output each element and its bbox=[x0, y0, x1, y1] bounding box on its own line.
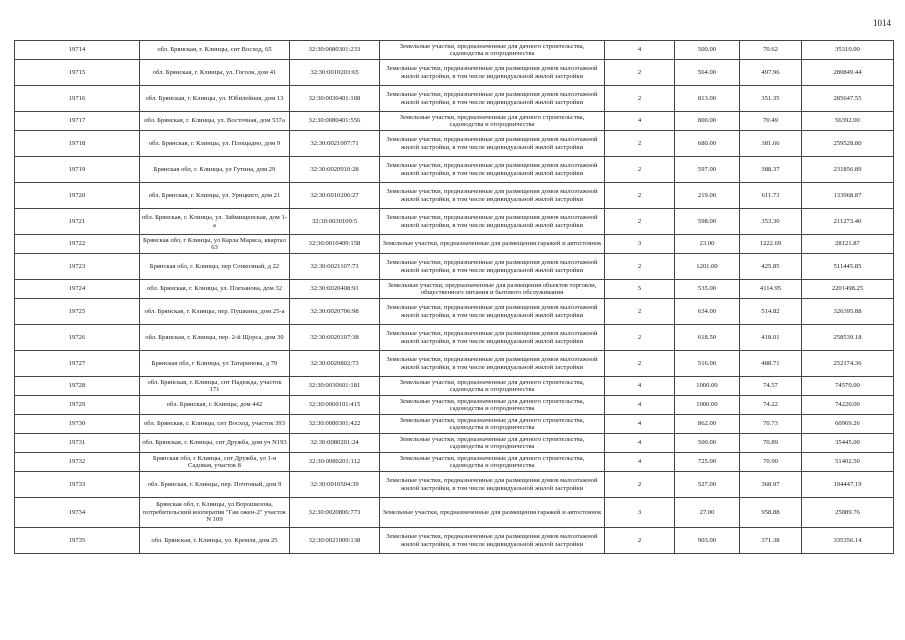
area-cell: 516.00 bbox=[675, 351, 740, 377]
specific-value-cell: 488.71 bbox=[740, 351, 802, 377]
address-cell: обл. Брянская, г. Клинцы, снт Восход, участок 393 bbox=[140, 415, 290, 434]
area-cell: 800.00 bbox=[675, 112, 740, 131]
cadastral-number-cell: 32:30:0080401:556 bbox=[290, 112, 380, 131]
table-row bbox=[15, 280, 894, 299]
cadastral-number-cell: 32:30:0080301:422 bbox=[290, 415, 380, 434]
cadastral-number-cell: 32:30:0010504:39 bbox=[290, 472, 380, 498]
cadastral-number-cell: 32:30:0030109:5 bbox=[290, 209, 380, 235]
address-cell: обл. Брянская, г. Клинцы, ул. Восточная, дом 537а bbox=[140, 112, 290, 131]
specific-value-cell: 353.30 bbox=[740, 209, 802, 235]
area-cell: 527.00 bbox=[675, 472, 740, 498]
cadastral-value-cell: 258539.18 bbox=[802, 325, 894, 351]
land-use-cell: Земельные участки, предназначенные для размещения домов малоэтажной жилой застройки, в том числе индивидуальной жилой застройки bbox=[380, 254, 605, 280]
specific-value-cell: 351.35 bbox=[740, 86, 802, 112]
cadastral-value-cell: 511445.85 bbox=[802, 254, 894, 280]
group-number-cell: 2 bbox=[605, 528, 675, 554]
cadastral-number-cell: 32:30:0021009:138 bbox=[290, 528, 380, 554]
land-use-cell: Земельные участки, предназначенные для размещения гаражей и автостоянок bbox=[380, 235, 605, 254]
specific-value-cell: 368.97 bbox=[740, 472, 802, 498]
cadastral-number-cell: 32:30:0020107:38 bbox=[290, 325, 380, 351]
address-cell: обл. Брянская, г. Клинцы, ул. Урицкого, дом 21 bbox=[140, 183, 290, 209]
area-cell: 219.00 bbox=[675, 183, 740, 209]
cadastral-value-cell: 2201498.25 bbox=[802, 280, 894, 299]
land-use-cell: Земельные участки, предназначенные для дачного строительства, садоводства и огородничества bbox=[380, 453, 605, 472]
address-cell: обл. Брянская, г. Клинцы, ул. Кремля, дом 25 bbox=[140, 528, 290, 554]
land-use-cell: Земельные участки, предназначенные для дачного строительства, садоводства и огородничества bbox=[380, 377, 605, 396]
row-number-cell: 19726 bbox=[15, 325, 140, 351]
row-number-cell: 19729 bbox=[15, 396, 140, 415]
table-body bbox=[15, 41, 894, 554]
row-number-cell: 19722 bbox=[15, 235, 140, 254]
address-cell: Брянская обл, г. Клинцы, ул Ворошилова, потребительский кооператив "Гаи ожен-2" участок N 109 bbox=[140, 498, 290, 528]
cadastral-number-cell: 32:30:0010203:65 bbox=[290, 60, 380, 86]
specific-value-cell: 514.82 bbox=[740, 299, 802, 325]
row-number-cell: 19732 bbox=[15, 453, 140, 472]
land-use-cell: Земельные участки, предназначенные для размещения домов малоэтажной жилой застройки, в том числе индивидуальной жилой застройки bbox=[380, 351, 605, 377]
row-number-cell: 19724 bbox=[15, 280, 140, 299]
table-row bbox=[15, 112, 894, 131]
cadastral-number-cell: 32:30:0080201:24 bbox=[290, 434, 380, 453]
cadastral-value-cell: 74220.00 bbox=[802, 396, 894, 415]
row-number-cell: 19719 bbox=[15, 157, 140, 183]
cadastral-number-cell: 32:30:0080201:112 bbox=[290, 453, 380, 472]
address-cell: обл. Брянская, г. Клинцы, ул. Площадно, дом 9 bbox=[140, 131, 290, 157]
row-number-cell: 19716 bbox=[15, 86, 140, 112]
row-number-cell: 19717 bbox=[15, 112, 140, 131]
specific-value-cell: 74.57 bbox=[740, 377, 802, 396]
specific-value-cell: 1222.69 bbox=[740, 235, 802, 254]
cadastral-value-cell: 28121.87 bbox=[802, 235, 894, 254]
area-cell: 1201.00 bbox=[675, 254, 740, 280]
row-number-cell: 19715 bbox=[15, 60, 140, 86]
cadastral-number-cell: 32:30:0080301:233 bbox=[290, 41, 380, 60]
area-cell: 27.00 bbox=[675, 498, 740, 528]
area-cell: 597.00 bbox=[675, 157, 740, 183]
specific-value-cell: 418.01 bbox=[740, 325, 802, 351]
cadastral-value-cell: 56392.00 bbox=[802, 112, 894, 131]
group-number-cell: 2 bbox=[605, 209, 675, 235]
specific-value-cell: 958.88 bbox=[740, 498, 802, 528]
land-use-cell: Земельные участки, предназначенные для размещения гаражей и автостоянок bbox=[380, 498, 605, 528]
table-row bbox=[15, 254, 894, 280]
cadastral-value-cell: 285647.55 bbox=[802, 86, 894, 112]
land-use-cell: Земельные участки, предназначенные для размещения домов малоэтажной жилой застройки, в том числе индивидуальной жилой застройки bbox=[380, 472, 605, 498]
row-number-cell: 19718 bbox=[15, 131, 140, 157]
cadastral-value-cell: 252174.36 bbox=[802, 351, 894, 377]
row-number-cell: 19728 bbox=[15, 377, 140, 396]
cadastral-number-cell: 32:30:0020806:773 bbox=[290, 498, 380, 528]
cadastral-number-cell: 32:30:0030401:108 bbox=[290, 86, 380, 112]
specific-value-cell: 70.90 bbox=[740, 453, 802, 472]
group-number-cell: 4 bbox=[605, 434, 675, 453]
land-use-cell: Земельные участки, предназначенные для размещения домов малоэтажной жилой застройки, в том числе индивидуальной жилой застройки bbox=[380, 60, 605, 86]
address-cell: обл. Брянская, г. Клинцы, снт Дружба, дом уч N193 bbox=[140, 434, 290, 453]
table-row bbox=[15, 41, 894, 60]
area-cell: 564.00 bbox=[675, 60, 740, 86]
group-number-cell: 4 bbox=[605, 377, 675, 396]
table-row bbox=[15, 60, 894, 86]
land-use-cell: Земельные участки, предназначенные для размещения домов малоэтажной жилой застройки, в том числе индивидуальной жилой застройки bbox=[380, 209, 605, 235]
area-cell: 634.00 bbox=[675, 299, 740, 325]
group-number-cell: 2 bbox=[605, 157, 675, 183]
group-number-cell: 2 bbox=[605, 325, 675, 351]
table-row bbox=[15, 183, 894, 209]
cadastral-value-cell: 133968.87 bbox=[802, 183, 894, 209]
area-cell: 725.00 bbox=[675, 453, 740, 472]
row-number-cell: 19725 bbox=[15, 299, 140, 325]
group-number-cell: 2 bbox=[605, 183, 675, 209]
row-number-cell: 19720 bbox=[15, 183, 140, 209]
group-number-cell: 4 bbox=[605, 415, 675, 434]
specific-value-cell: 388.37 bbox=[740, 157, 802, 183]
table-row bbox=[15, 157, 894, 183]
cadastral-number-cell: 32:30:0030601:181 bbox=[290, 377, 380, 396]
table-row bbox=[15, 209, 894, 235]
specific-value-cell: 4114.95 bbox=[740, 280, 802, 299]
table-row bbox=[15, 325, 894, 351]
land-use-cell: Земельные участки, предназначенные для размещения домов малоэтажной жилой застройки, в том числе индивидуальной жилой застройки bbox=[380, 528, 605, 554]
specific-value-cell: 371.38 bbox=[740, 528, 802, 554]
table-row bbox=[15, 472, 894, 498]
row-number-cell: 19721 bbox=[15, 209, 140, 235]
cadastral-value-cell: 326395.88 bbox=[802, 299, 894, 325]
cadastral-number-cell: 32:30:0021107:73 bbox=[290, 254, 380, 280]
address-cell: обл. Брянская, г. Клинцы, пер. 2-й Щорса, дом 30 bbox=[140, 325, 290, 351]
land-use-cell: Земельные участки, предназначенные для дачного строительства, садоводства и огородничества bbox=[380, 41, 605, 60]
specific-value-cell: 70.49 bbox=[740, 112, 802, 131]
group-number-cell: 4 bbox=[605, 41, 675, 60]
area-cell: 903.00 bbox=[675, 528, 740, 554]
table-row bbox=[15, 235, 894, 254]
area-cell: 1000.00 bbox=[675, 377, 740, 396]
land-use-cell: Земельные участки, предназначенные для дачного строительства, садоводства и огородничества bbox=[380, 396, 605, 415]
table-row bbox=[15, 377, 894, 396]
cadastral-value-cell: 35310.00 bbox=[802, 41, 894, 60]
area-cell: 535.00 bbox=[675, 280, 740, 299]
specific-value-cell: 70.62 bbox=[740, 41, 802, 60]
specific-value-cell: 70.89 bbox=[740, 434, 802, 453]
group-number-cell: 4 bbox=[605, 112, 675, 131]
table-row bbox=[15, 351, 894, 377]
area-cell: 500.00 bbox=[675, 41, 740, 60]
group-number-cell: 3 bbox=[605, 235, 675, 254]
land-use-cell: Земельные участки, предназначенные для дачного строительства, садоводства и огородничества bbox=[380, 112, 605, 131]
table-row bbox=[15, 396, 894, 415]
cadastral-value-cell: 211273.40 bbox=[802, 209, 894, 235]
address-cell: Брянская обл, г Клинцы, ул Татаринова, д 79 bbox=[140, 351, 290, 377]
cadastral-value-cell: 74570.00 bbox=[802, 377, 894, 396]
page-number: 1014 bbox=[873, 18, 891, 28]
cadastral-value-cell: 51402.50 bbox=[802, 453, 894, 472]
address-cell: обл. Брянская, г. Клинцы, ул. Займищенская, дом 1-а bbox=[140, 209, 290, 235]
land-use-cell: Земельные участки, предназначенные для размещения домов малоэтажной жилой застройки, в том числе индивидуальной жилой застройки bbox=[380, 157, 605, 183]
group-number-cell: 2 bbox=[605, 299, 675, 325]
row-number-cell: 19727 bbox=[15, 351, 140, 377]
cadastral-number-cell: 32:30:0021007:71 bbox=[290, 131, 380, 157]
row-number-cell: 19714 bbox=[15, 41, 140, 60]
area-cell: 862.00 bbox=[675, 415, 740, 434]
specific-value-cell: 497.96 bbox=[740, 60, 802, 86]
area-cell: 680.00 bbox=[675, 131, 740, 157]
land-use-cell: Земельные участки, предназначенные для размещения домов малоэтажной жилой застройки, в том числе индивидуальной жилой застройки bbox=[380, 86, 605, 112]
land-use-cell: Земельные участки, предназначенные для размещения домов малоэтажной жилой застройки, в том числе индивидуальной жилой застройки bbox=[380, 299, 605, 325]
group-number-cell: 3 bbox=[605, 498, 675, 528]
address-cell: обл. Брянская, г. Клинцы, пер. Пушкина, дом 25-а bbox=[140, 299, 290, 325]
address-cell: Брянская обл, г Клинцы, снт Дружба, ул 1-я Садовая, участок 8 bbox=[140, 453, 290, 472]
table-row bbox=[15, 453, 894, 472]
table-row bbox=[15, 86, 894, 112]
area-cell: 813.00 bbox=[675, 86, 740, 112]
land-use-cell: Земельные участки, предназначенные для размещения домов малоэтажной жилой застройки, в том числе индивидуальной жилой застройки bbox=[380, 183, 605, 209]
cadastral-number-cell: 32:30:0020802:73 bbox=[290, 351, 380, 377]
cadastral-value-cell: 231856.89 bbox=[802, 157, 894, 183]
address-cell: обл. Брянская, г. Клинцы, снт Надежда, участок 171 bbox=[140, 377, 290, 396]
area-cell: 1000.00 bbox=[675, 396, 740, 415]
group-number-cell: 2 bbox=[605, 254, 675, 280]
land-use-cell: Земельные участки, предназначенные для размещения домов малоэтажной жилой застройки, в том числе индивидуальной жилой застройки bbox=[380, 131, 605, 157]
address-cell: Брянская обл, г. Клинцы, пер Сопкозный, д 22 bbox=[140, 254, 290, 280]
cadastral-value-cell: 335356.14 bbox=[802, 528, 894, 554]
group-number-cell: 2 bbox=[605, 351, 675, 377]
address-cell: обл. Брянская, г. Клинцы, ул. Плехановa, дом 32 bbox=[140, 280, 290, 299]
cadastral-number-cell: 32:30:0010409:158 bbox=[290, 235, 380, 254]
row-number-cell: 19735 bbox=[15, 528, 140, 554]
address-cell: обл. Брянская, г. Клинцы, ул. Гоголя, дом 41 bbox=[140, 60, 290, 86]
address-cell: обл. Брянская, г. Клинцы, снт Восход, 65 bbox=[140, 41, 290, 60]
land-use-cell: Земельные участки, предназначенные для дачного строительства, садоводства и огородничества bbox=[380, 434, 605, 453]
row-number-cell: 19733 bbox=[15, 472, 140, 498]
address-cell: Брянская обл, г Клинцы, ул Карла Маркса, квартал 63 bbox=[140, 235, 290, 254]
address-cell: обл. Брянская, г. Клинцы, дом 442 bbox=[140, 396, 290, 415]
specific-value-cell: 70.73 bbox=[740, 415, 802, 434]
group-number-cell: 2 bbox=[605, 131, 675, 157]
land-use-cell: Земельные участки, предназначенные для размещения домов малоэтажной жилой застройки, в том числе индивидуальной жилой застройки bbox=[380, 325, 605, 351]
specific-value-cell: 611.73 bbox=[740, 183, 802, 209]
table-row bbox=[15, 434, 894, 453]
group-number-cell: 2 bbox=[605, 86, 675, 112]
group-number-cell: 2 bbox=[605, 472, 675, 498]
cadastral-number-cell: 32:30:0060101:415 bbox=[290, 396, 380, 415]
row-number-cell: 19734 bbox=[15, 498, 140, 528]
cadastral-value-cell: 259528.80 bbox=[802, 131, 894, 157]
row-number-cell: 19723 bbox=[15, 254, 140, 280]
cadastral-number-cell: 32:30:0010206:27 bbox=[290, 183, 380, 209]
area-cell: 500.00 bbox=[675, 434, 740, 453]
table-row bbox=[15, 299, 894, 325]
land-registry-table bbox=[14, 40, 894, 554]
address-cell: обл. Брянская, г. Клинцы, ул. Юбилейная, дом 13 bbox=[140, 86, 290, 112]
row-number-cell: 19731 bbox=[15, 434, 140, 453]
address-cell: обл. Брянская, г. Клинцы, пер. Почтовый, дом 9 bbox=[140, 472, 290, 498]
specific-value-cell: 74.22 bbox=[740, 396, 802, 415]
cadastral-value-cell: 280849.44 bbox=[802, 60, 894, 86]
cadastral-value-cell: 194447.19 bbox=[802, 472, 894, 498]
group-number-cell: 4 bbox=[605, 453, 675, 472]
cadastral-number-cell: 32:30:0020910:28 bbox=[290, 157, 380, 183]
cadastral-number-cell: 32:30:0020706:98 bbox=[290, 299, 380, 325]
cadastral-number-cell: 32:30:0020408:91 bbox=[290, 280, 380, 299]
group-number-cell: 5 bbox=[605, 280, 675, 299]
table-row bbox=[15, 131, 894, 157]
table-row bbox=[15, 415, 894, 434]
group-number-cell: 2 bbox=[605, 60, 675, 86]
cadastral-value-cell: 60969.26 bbox=[802, 415, 894, 434]
area-cell: 23.00 bbox=[675, 235, 740, 254]
address-cell: Брянская обл, г. Клинцы, ул Гутина, дом 29 bbox=[140, 157, 290, 183]
table-row bbox=[15, 498, 894, 528]
area-cell: 598.00 bbox=[675, 209, 740, 235]
row-number-cell: 19730 bbox=[15, 415, 140, 434]
cadastral-value-cell: 25889.76 bbox=[802, 498, 894, 528]
land-use-cell: Земельные участки, предназначенные для дачного строительства, садоводства и огородничества bbox=[380, 415, 605, 434]
cadastral-value-cell: 35445.00 bbox=[802, 434, 894, 453]
specific-value-cell: 425.85 bbox=[740, 254, 802, 280]
land-use-cell: Земельные участки, предназначенные для размещения объектов торговли, общественного питания и бытового обслуживания bbox=[380, 280, 605, 299]
group-number-cell: 4 bbox=[605, 396, 675, 415]
specific-value-cell: 381.66 bbox=[740, 131, 802, 157]
table-row bbox=[15, 528, 894, 554]
area-cell: 618.50 bbox=[675, 325, 740, 351]
